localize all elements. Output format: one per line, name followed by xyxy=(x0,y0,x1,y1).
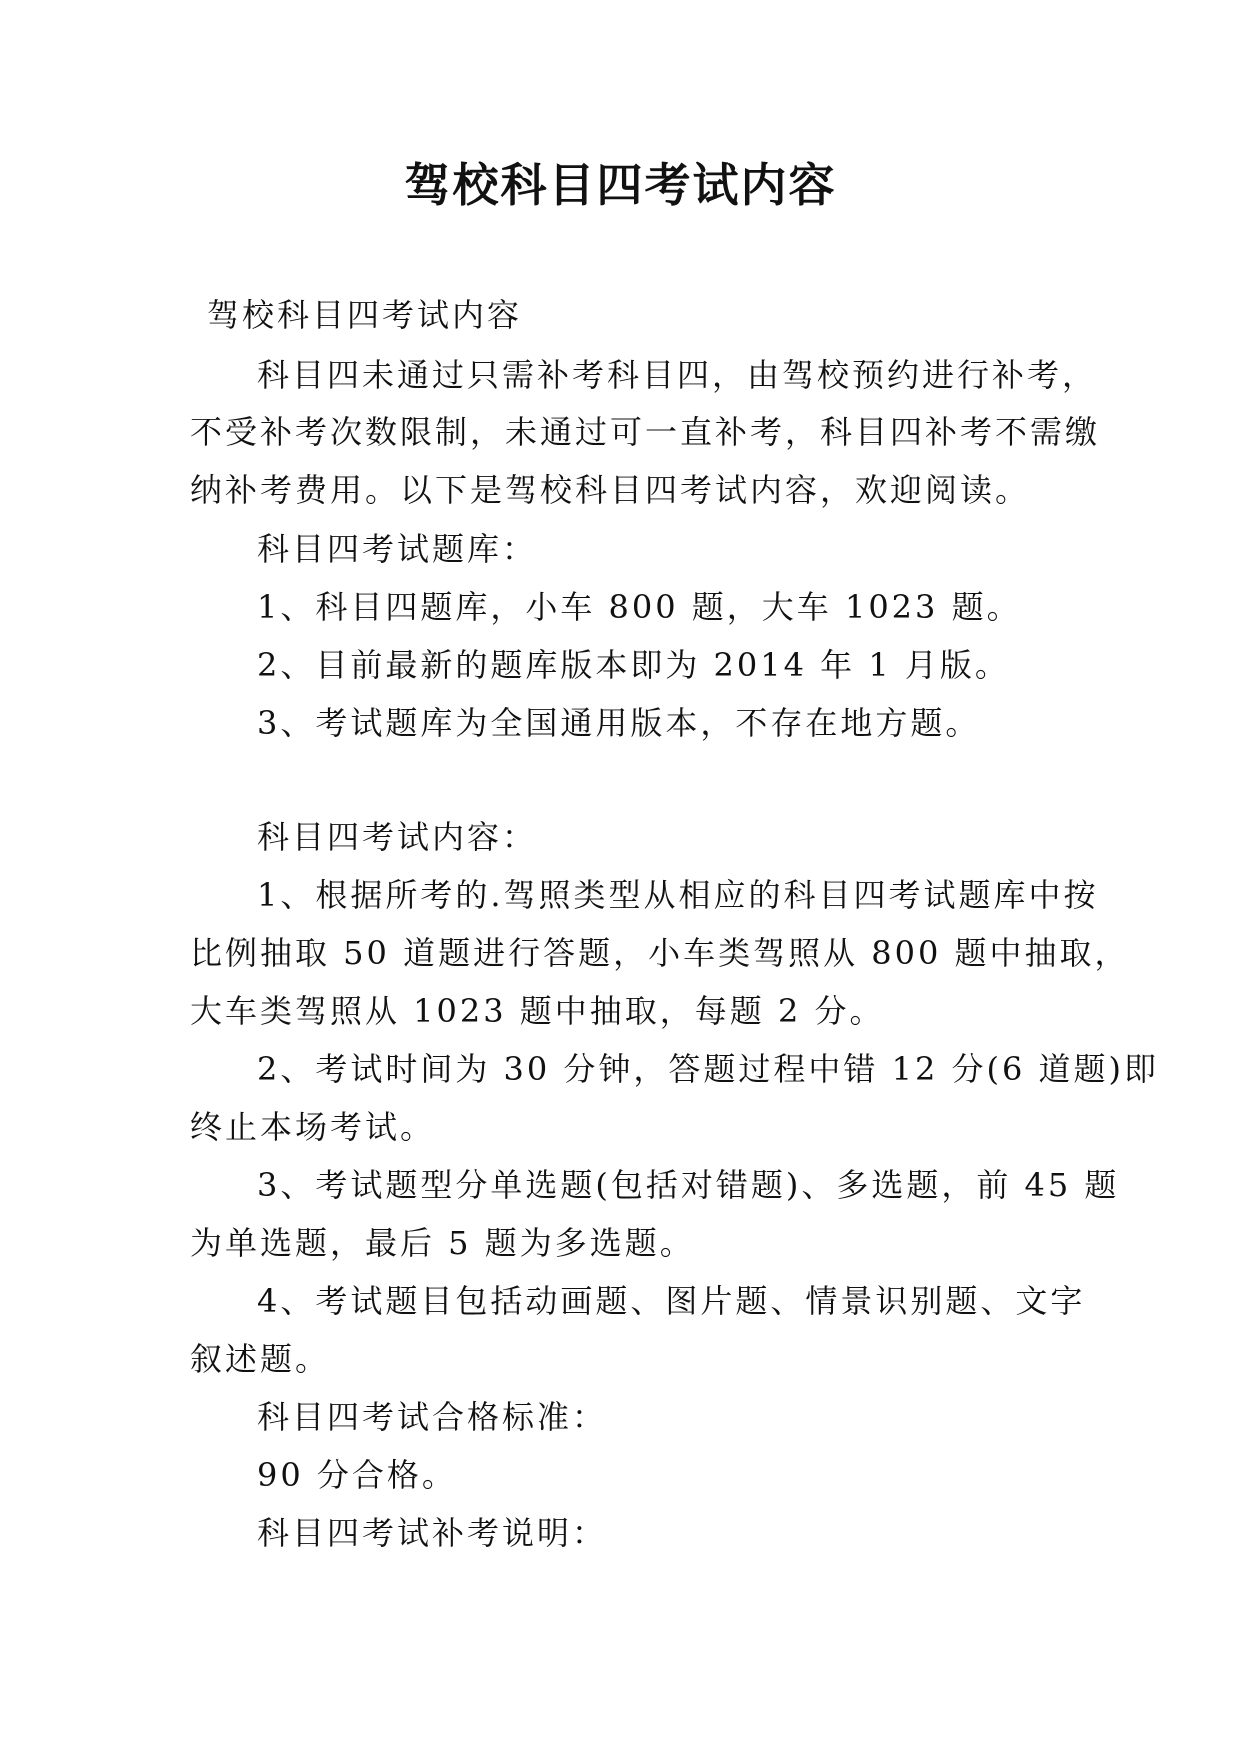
list-item-continuation: 为单选题，最后 5 题为多选题。 xyxy=(190,1224,695,1262)
list-item: 3、考试题型分单选题(包括对错题)、多选题，前 45 题 xyxy=(257,1166,1120,1204)
section-heading: 科目四考试补考说明： xyxy=(257,1514,608,1552)
section-heading: 科目四考试内容： xyxy=(257,818,538,856)
list-item-continuation: 比例抽取 50 道题进行答题，小车类驾照从 800 题中抽取， xyxy=(190,934,1130,972)
list-item: 1、科目四题库，小车 800 题，大车 1023 题。 xyxy=(257,588,1022,626)
list-item: 4、考试题目包括动画题、图片题、情景识别题、文字 xyxy=(257,1282,1086,1320)
list-item: 2、考试时间为 30 分钟，答题过程中错 12 分(6 道题)即 xyxy=(257,1050,1159,1088)
list-item: 1、根据所考的.驾照类型从相应的科目四考试题库中按 xyxy=(257,876,1099,914)
list-item-continuation: 终止本场考试。 xyxy=(190,1108,436,1146)
list-item-continuation: 大车类驾照从 1023 题中抽取，每题 2 分。 xyxy=(190,992,885,1030)
paragraph-line: 不受补考次数限制，未通过可一直补考，科目四补考不需缴 xyxy=(190,413,1101,451)
section-heading: 科目四考试题库： xyxy=(257,530,538,568)
list-item-continuation: 叙述题。 xyxy=(190,1340,331,1378)
list-item: 2、目前最新的题库版本即为 2014 年 1 月版。 xyxy=(257,646,1010,684)
list-item: 3、考试题库为全国通用版本，不存在地方题。 xyxy=(257,704,981,742)
document-subtitle: 驾校科目四考试内容 xyxy=(207,296,523,334)
paragraph-line: 科目四未通过只需补考科目四，由驾校预约进行补考， xyxy=(257,356,1098,394)
section-heading: 科目四考试合格标准： xyxy=(257,1398,608,1436)
document-title: 驾校科目四考试内容 xyxy=(404,158,837,212)
paragraph-line: 纳补考费用。以下是驾校科目四考试内容，欢迎阅读。 xyxy=(190,471,1031,509)
paragraph-line: 90 分合格。 xyxy=(257,1456,457,1494)
